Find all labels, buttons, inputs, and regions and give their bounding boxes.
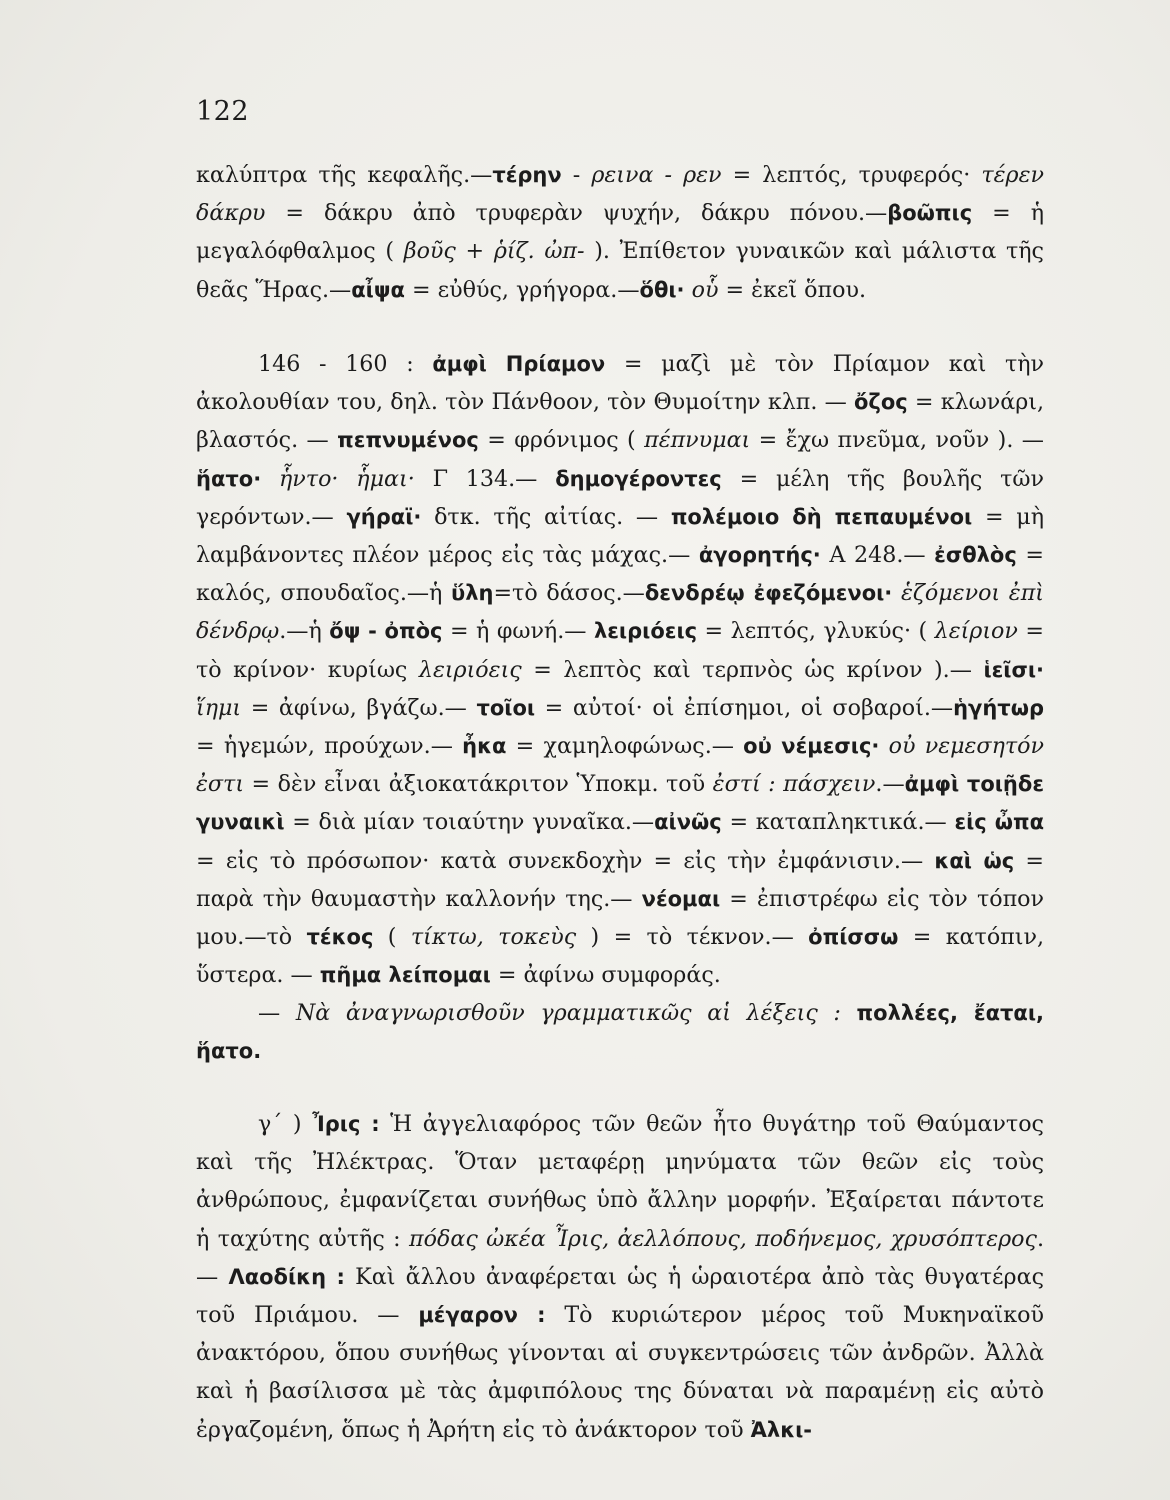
text-run: Τὸ κυριώτερον μέρος τοῦ Μυκηναϊκοῦ ἀνακτόρου, ὅπου συνήθως γίνονται αἱ συγκεντρώσεις τῶν ἀνδρῶν. Ἀλλὰ καὶ ἡ βασίλισσα μὲ τὰς ἀμφιπόλους της δύναται νὰ παραμένῃ εἰς αὐτὸ ἐργαζομένη, ὅπως ἡ Ἀρήτη εἰς τὸ ἀνάκτορον τοῦ xyxy=(196,1302,1044,1443)
bold-term: δενδρέῳ ἐφεζόμενοι· xyxy=(644,581,893,606)
bold-term: δημογέροντες xyxy=(555,466,722,491)
text-run: - xyxy=(561,162,592,188)
text-run: δτκ. τῆς αἰτίας. — xyxy=(421,503,671,530)
text-run: . — xyxy=(196,1225,1044,1290)
text-run: .— xyxy=(875,771,905,798)
text-run: = καλός, σπουδαῖος.—ἡ xyxy=(196,542,1044,607)
bold-term: Λαοδίκη : xyxy=(228,1264,345,1289)
bold-term: καὶ ὡς xyxy=(934,848,1015,873)
text-run: Α 248.— xyxy=(820,542,935,569)
italic-phrase: οὐ νεμεσητόν ἐστι xyxy=(196,733,1044,798)
bold-term: τοῖοι xyxy=(476,695,536,720)
italic-phrase: οὗ xyxy=(691,276,719,303)
bold-term: ἐσθλὸς xyxy=(934,543,1017,568)
text-run xyxy=(892,580,901,606)
bold-term: ὀπίσσω xyxy=(808,925,899,950)
text-run xyxy=(879,733,888,759)
text-run: = ἡγεμών, προύχων.— xyxy=(196,733,463,760)
text-run: = φρόνιμος ( xyxy=(478,427,645,454)
bold-term: αἶψα xyxy=(351,277,405,302)
paragraph-text xyxy=(196,1105,1044,1449)
italic-phrase: Νὰ ἀναγνωρισθοῦν γραμματικῶς αἱ λέξεις : xyxy=(295,1000,841,1026)
text-run: καλύπτρα τῆς κεφαλῆς.— xyxy=(196,162,493,188)
bold-term: πεπνυμένος xyxy=(337,428,479,453)
paragraph-text xyxy=(196,156,1044,309)
text-run: = δὲν εἶναι ἀξιοκατάκριτον Ὑποκμ. τοῦ xyxy=(244,771,713,798)
text-run: = καταπληκτικά.— xyxy=(721,809,955,836)
bold-term: ὄζος xyxy=(854,390,908,415)
text-run: = λεπτὸς καὶ τερπνὸς ὡς κρίνον ).— xyxy=(521,656,984,683)
text-run: = λεπτός, τρυφερός· xyxy=(721,162,982,188)
text-run: = εἰς τὸ πρόσωπον· κατὰ συνεκδοχὴν = εἰς τὴν ἐμφάνισιν.— xyxy=(196,847,935,874)
italic-phrase: τίκτω, τοκεὺς xyxy=(410,924,577,951)
text-run: = ἀφίνω συμφοράς. xyxy=(490,962,721,989)
paragraph-lines-146-160 xyxy=(196,345,1044,994)
text-run: Ἡ ἀγγελιαφόρος τῶν θεῶν ἦτο θυγάτηρ τοῦ Θαύμαντος καὶ τῆς Ἠλέκτρας. Ὅταν μεταφέρῃ μηνύματα τῶν θεῶν εἰς τοὺς ἀνθρώπους, ἐμφανίζεται συνήθως ὑπὸ ἄλλην μορφήν. Ἐξαίρεται πάντοτε ἡ ταχύτης αὐτῆς : xyxy=(196,1111,1044,1252)
bold-term: ἡγήτωρ xyxy=(953,695,1044,720)
text-run: Καὶ ἄλλου ἀναφέρεται ὡς ἡ ὡραιοτέρα ἀπὸ τὰς θυγατέρας τοῦ Πριάμου. — xyxy=(196,1263,1044,1329)
bold-term: ἀγορητής· xyxy=(698,543,821,568)
text-run: — xyxy=(258,1000,296,1026)
bold-term: ἀμφὶ τοιῇδε γυναικὶ xyxy=(196,772,1045,835)
paragraph-text xyxy=(196,994,1044,1070)
bold-term: λειριόεις xyxy=(593,619,698,644)
text-run: = διὰ μίαν τοιαύτην γυναῖκα.— xyxy=(284,809,655,836)
bold-term: ἱεῖσι· xyxy=(983,657,1045,682)
page-number: 122 xyxy=(196,96,250,127)
text-run: = ἔχω πνεῦμα, νοῦν ). — xyxy=(750,427,1044,454)
italic-phrase: ρεινα - ρεν xyxy=(591,162,722,188)
text-run: = μὴ λαμβάνοντες πλέον μέρος εἰς τὰς μάχας.— xyxy=(196,503,1044,569)
text-run: = παρὰ τὴν θαυμαστὴν καλλονήν της.— xyxy=(196,847,1044,912)
italic-phrase: ἑζόμενοι ἐπὶ δένδρῳ xyxy=(196,580,1044,645)
bold-term: ὕλη xyxy=(451,581,494,606)
italic-phrase: πόδας ὠκέα Ἶρις, ἀελλόπους, ποδήνεμος, χρυσόπτερος xyxy=(409,1225,1037,1252)
text-run: = τὸ κρίνον· κυρίως xyxy=(196,618,1044,683)
bold-term: ἥατο· xyxy=(196,466,262,491)
bold-term: ὅθι· xyxy=(639,277,685,302)
italic-phrase: λείριον xyxy=(934,618,1018,645)
text-run: = μέλη τῆς βουλῆς τῶν γερόντων.— xyxy=(196,465,1044,530)
bold-term: Ἀλκι- xyxy=(750,1417,813,1442)
text-run xyxy=(261,466,279,492)
bold-term: νέομαι xyxy=(641,886,721,911)
bold-term: πολέμοιο δὴ πεπαυμένοι xyxy=(670,504,973,529)
text-run: .—ἡ xyxy=(279,618,330,645)
italic-phrase: λειριόεις xyxy=(418,656,522,683)
text-run xyxy=(841,1000,857,1026)
bold-term: εἰς ὦπα xyxy=(954,810,1045,835)
text-run xyxy=(685,277,692,303)
italic-phrase: βοῦς + ῥίζ. ὠπ- xyxy=(403,238,595,265)
bold-term: πῆμα λείπομαι xyxy=(319,963,491,988)
text-run: = ἡ φωνή.— xyxy=(442,618,594,645)
italic-phrase: πέπνυμαι xyxy=(644,427,751,454)
text-run: ). Ἐπίθετον γυναικῶν καὶ μάλιστα τῆς θεᾶς Ἥρας.— xyxy=(196,238,1044,303)
bold-term: μέγαρον : xyxy=(418,1303,546,1328)
text-run: Γ 134.— xyxy=(414,465,556,492)
italic-phrase: ἐστί : πάσχειν xyxy=(712,771,876,798)
bold-term: αἰνῶς xyxy=(654,810,722,835)
text-run: = ἡ μεγαλόφθαλμος ( xyxy=(196,200,1044,265)
paragraph-glossary-continued xyxy=(196,156,1044,309)
text-run: = λεπτός, γλυκύς· ( xyxy=(697,618,935,645)
text-run: = εὐθύς, γρήγορα.— xyxy=(404,276,640,303)
bold-term: τέρην xyxy=(492,163,562,187)
bold-term: Ἶρις : xyxy=(312,1112,380,1136)
text-run: = ἐπιστρέφω εἰς τὸν τόπον μου.—τὸ xyxy=(196,885,1045,951)
italic-phrase: ἵημι xyxy=(196,694,242,721)
bold-term: οὐ νέμεσις· xyxy=(743,734,880,759)
text-run: = αὐτοί· οἱ ἐπίσημοι, οἱ σοβαροί.— xyxy=(535,694,954,721)
bold-term: ὄψ - ὀπὸς xyxy=(329,619,443,644)
italic-phrase: ἧντο· ἧμαι· xyxy=(279,465,415,492)
text-run: 146 - 160 : xyxy=(258,351,433,377)
text-run: = κατόπιν, ὕστερα. — xyxy=(196,924,1044,989)
text-run: = κλωνάρι, βλαστός. — xyxy=(196,389,1044,454)
text-run: γ΄ ) xyxy=(258,1111,313,1137)
text-run: ) = τὸ τέκνον.— xyxy=(576,924,809,951)
bold-term: γήραϊ· xyxy=(346,504,422,529)
bold-term: βοῶπις xyxy=(887,201,973,226)
paragraph-text xyxy=(196,345,1044,994)
paragraph-iris-section xyxy=(196,1105,1044,1449)
text-run: = χαμηλοφώνως.— xyxy=(506,733,744,760)
text-run: = μαζὶ μὲ τὸν Πρίαμον καὶ τὴν ἀκολουθίαν του, δηλ. τὸν Πάνθοον, τὸν Θυμοίτην κλπ. — xyxy=(196,351,1044,416)
bold-term: πολλέες, ἔαται, ἥατο. xyxy=(196,1001,1044,1064)
italic-phrase: τέρεν δάκρυ xyxy=(196,162,1044,227)
text-run: =τὸ δάσος.— xyxy=(493,580,645,607)
text-run: ( xyxy=(373,924,411,951)
text-run: = ἀφίνω, βγάζω.— xyxy=(241,694,477,721)
text-run: = δάκρυ ἀπὸ τρυφερὰν ψυχήν, δάκρυ πόνου.— xyxy=(265,200,888,227)
bold-term: τέκος xyxy=(306,925,374,950)
bold-term: ἀμφὶ Πρίαμον xyxy=(432,352,606,376)
bold-term: ἦκα xyxy=(462,734,507,759)
text-run: = ἐκεῖ ὅπου. xyxy=(718,276,867,303)
paragraph-exercise xyxy=(196,994,1044,1070)
